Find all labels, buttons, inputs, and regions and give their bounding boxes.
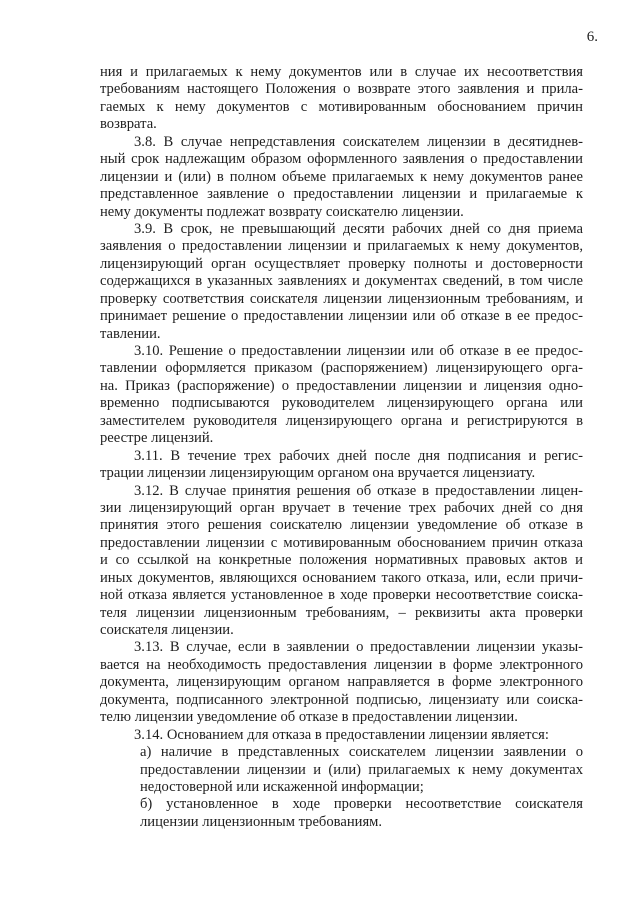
- text-line: временно подписываются руководителем лицензирующего органа или: [100, 395, 583, 412]
- text-line: содержащихся в указанных заявлениях и документах сведений, в том числе: [100, 273, 583, 290]
- continuation-paragraph: [100, 64, 583, 134]
- text-line: на. Приказ (распоряжение) о предоставлении лицензии и лицензия одно-: [100, 377, 583, 394]
- list-item: [100, 744, 583, 796]
- text-line: недостоверной или искаженной информации;: [140, 778, 424, 795]
- text-line: зии лицензирующий орган вручает в течение трех рабочих дней со дня: [100, 499, 583, 516]
- text-line: 3.14. Основанием для отказа в предоставлении лицензии является:: [134, 726, 549, 743]
- clause-paragraph: [100, 343, 583, 448]
- text-line: 3.13. В случае, если в заявлении о предоставлении лицензии указы-: [134, 639, 583, 656]
- document-body: [100, 64, 583, 831]
- text-line: телю лицензии уведомление об отказе в предоставлении лицензии.: [100, 709, 518, 726]
- text-line: теля лицензии лицензионным требованиям, – реквизиты акта проверки: [100, 604, 583, 621]
- text-line: 3.12. В случае принятия решения об отказе в предоставлении лицен-: [134, 482, 583, 499]
- text-line: заместителем руководителя лицензирующего органа и регистрируются в: [100, 412, 583, 429]
- text-line: лицензии лицензионным требованиям.: [140, 813, 383, 830]
- text-line: возврата.: [100, 116, 157, 133]
- page-number: 6.: [586, 29, 598, 45]
- text-line: предоставлении лицензии с мотивированным обоснованием причин отказа: [100, 534, 583, 551]
- clause-paragraph: [100, 727, 583, 744]
- clause-paragraph: [100, 134, 583, 221]
- text-line: лицензии и (или) в полном объеме прилагаемых к нему документов ранее: [100, 168, 583, 185]
- text-line: принимает решение о предоставлении лицензии или об отказе в ее предос-: [100, 308, 583, 325]
- text-line: лицензирующий орган осуществляет проверку полноты и достоверности: [100, 255, 583, 272]
- text-line: проверку соответствия соискателя лицензии лицензионным требованиям, и: [100, 290, 583, 307]
- clause-paragraph: [100, 448, 583, 483]
- clause-paragraph: [100, 221, 583, 343]
- text-line: вается на необходимость предоставления лицензии в форме электронного: [100, 656, 583, 673]
- text-line: 3.9. В срок, не превышающий десяти рабочих дней со дня приема: [134, 220, 583, 237]
- text-line: нему документы подлежат возврату соискателю лицензии.: [100, 203, 464, 220]
- text-line: ной отказа является установленное в ходе проверки несоответствие соиска-: [100, 587, 583, 604]
- text-line: тавлении.: [100, 325, 161, 342]
- text-line: ния и прилагаемых к нему документов или в случае их несоответствия: [100, 64, 583, 80]
- text-line: 3.11. В течение трех рабочих дней после дня подписания и регис-: [134, 447, 583, 464]
- text-line: документа, подписанного электронной подписью, лицензиату или соиска-: [100, 691, 583, 708]
- text-line: предоставлении лицензии и (или) прилагаемых к нему документах: [140, 761, 583, 778]
- clause-paragraph: [100, 483, 583, 640]
- text-line: 3.10. Решение о предоставлении лицензии или об отказе в ее предос-: [134, 343, 583, 359]
- text-line: трации лицензии лицензирующим органом она вручается лицензиату.: [100, 465, 536, 482]
- text-line: тавлении оформляется приказом (распоряжением) лицензирующего орга-: [100, 360, 583, 377]
- text-line: заявления о предоставлении лицензии и прилагаемых к нему документов,: [100, 238, 583, 255]
- text-line: соискателя лицензии.: [100, 622, 234, 638]
- text-line: требованиям настоящего Положения о возврате этого заявления и прила-: [100, 81, 583, 98]
- text-line: ный срок надлежащим образом оформленного заявления о предоставлении: [100, 151, 583, 168]
- list-item: [100, 796, 583, 831]
- text-line: и со ссылкой на конкретные положения нормативных правовых актов и: [100, 552, 583, 569]
- text-line: 3.8. В случае непредставления соискателем лицензии в десятиднев-: [134, 133, 583, 150]
- text-line: представленное заявление о предоставлении лицензии и прилагаемые к: [100, 186, 583, 203]
- text-line: а) наличие в представленных соискателем лицензии заявлении о: [140, 744, 583, 761]
- text-line: принятия этого решения соискателю лицензии уведомление об отказе в: [100, 517, 583, 534]
- text-line: реестре лицензий.: [100, 430, 214, 447]
- text-line: гаемых к нему документов с мотивированным обоснованием причин: [100, 98, 583, 115]
- text-line: б) установленное в ходе проверки несоответствие соискателя: [140, 796, 583, 813]
- text-line: иных документов, являющихся основанием такого отказа, или, если причи-: [100, 569, 583, 586]
- text-line: документа, лицензирующим органом направляется в форме электронного: [100, 674, 583, 691]
- clause-paragraph: [100, 639, 583, 726]
